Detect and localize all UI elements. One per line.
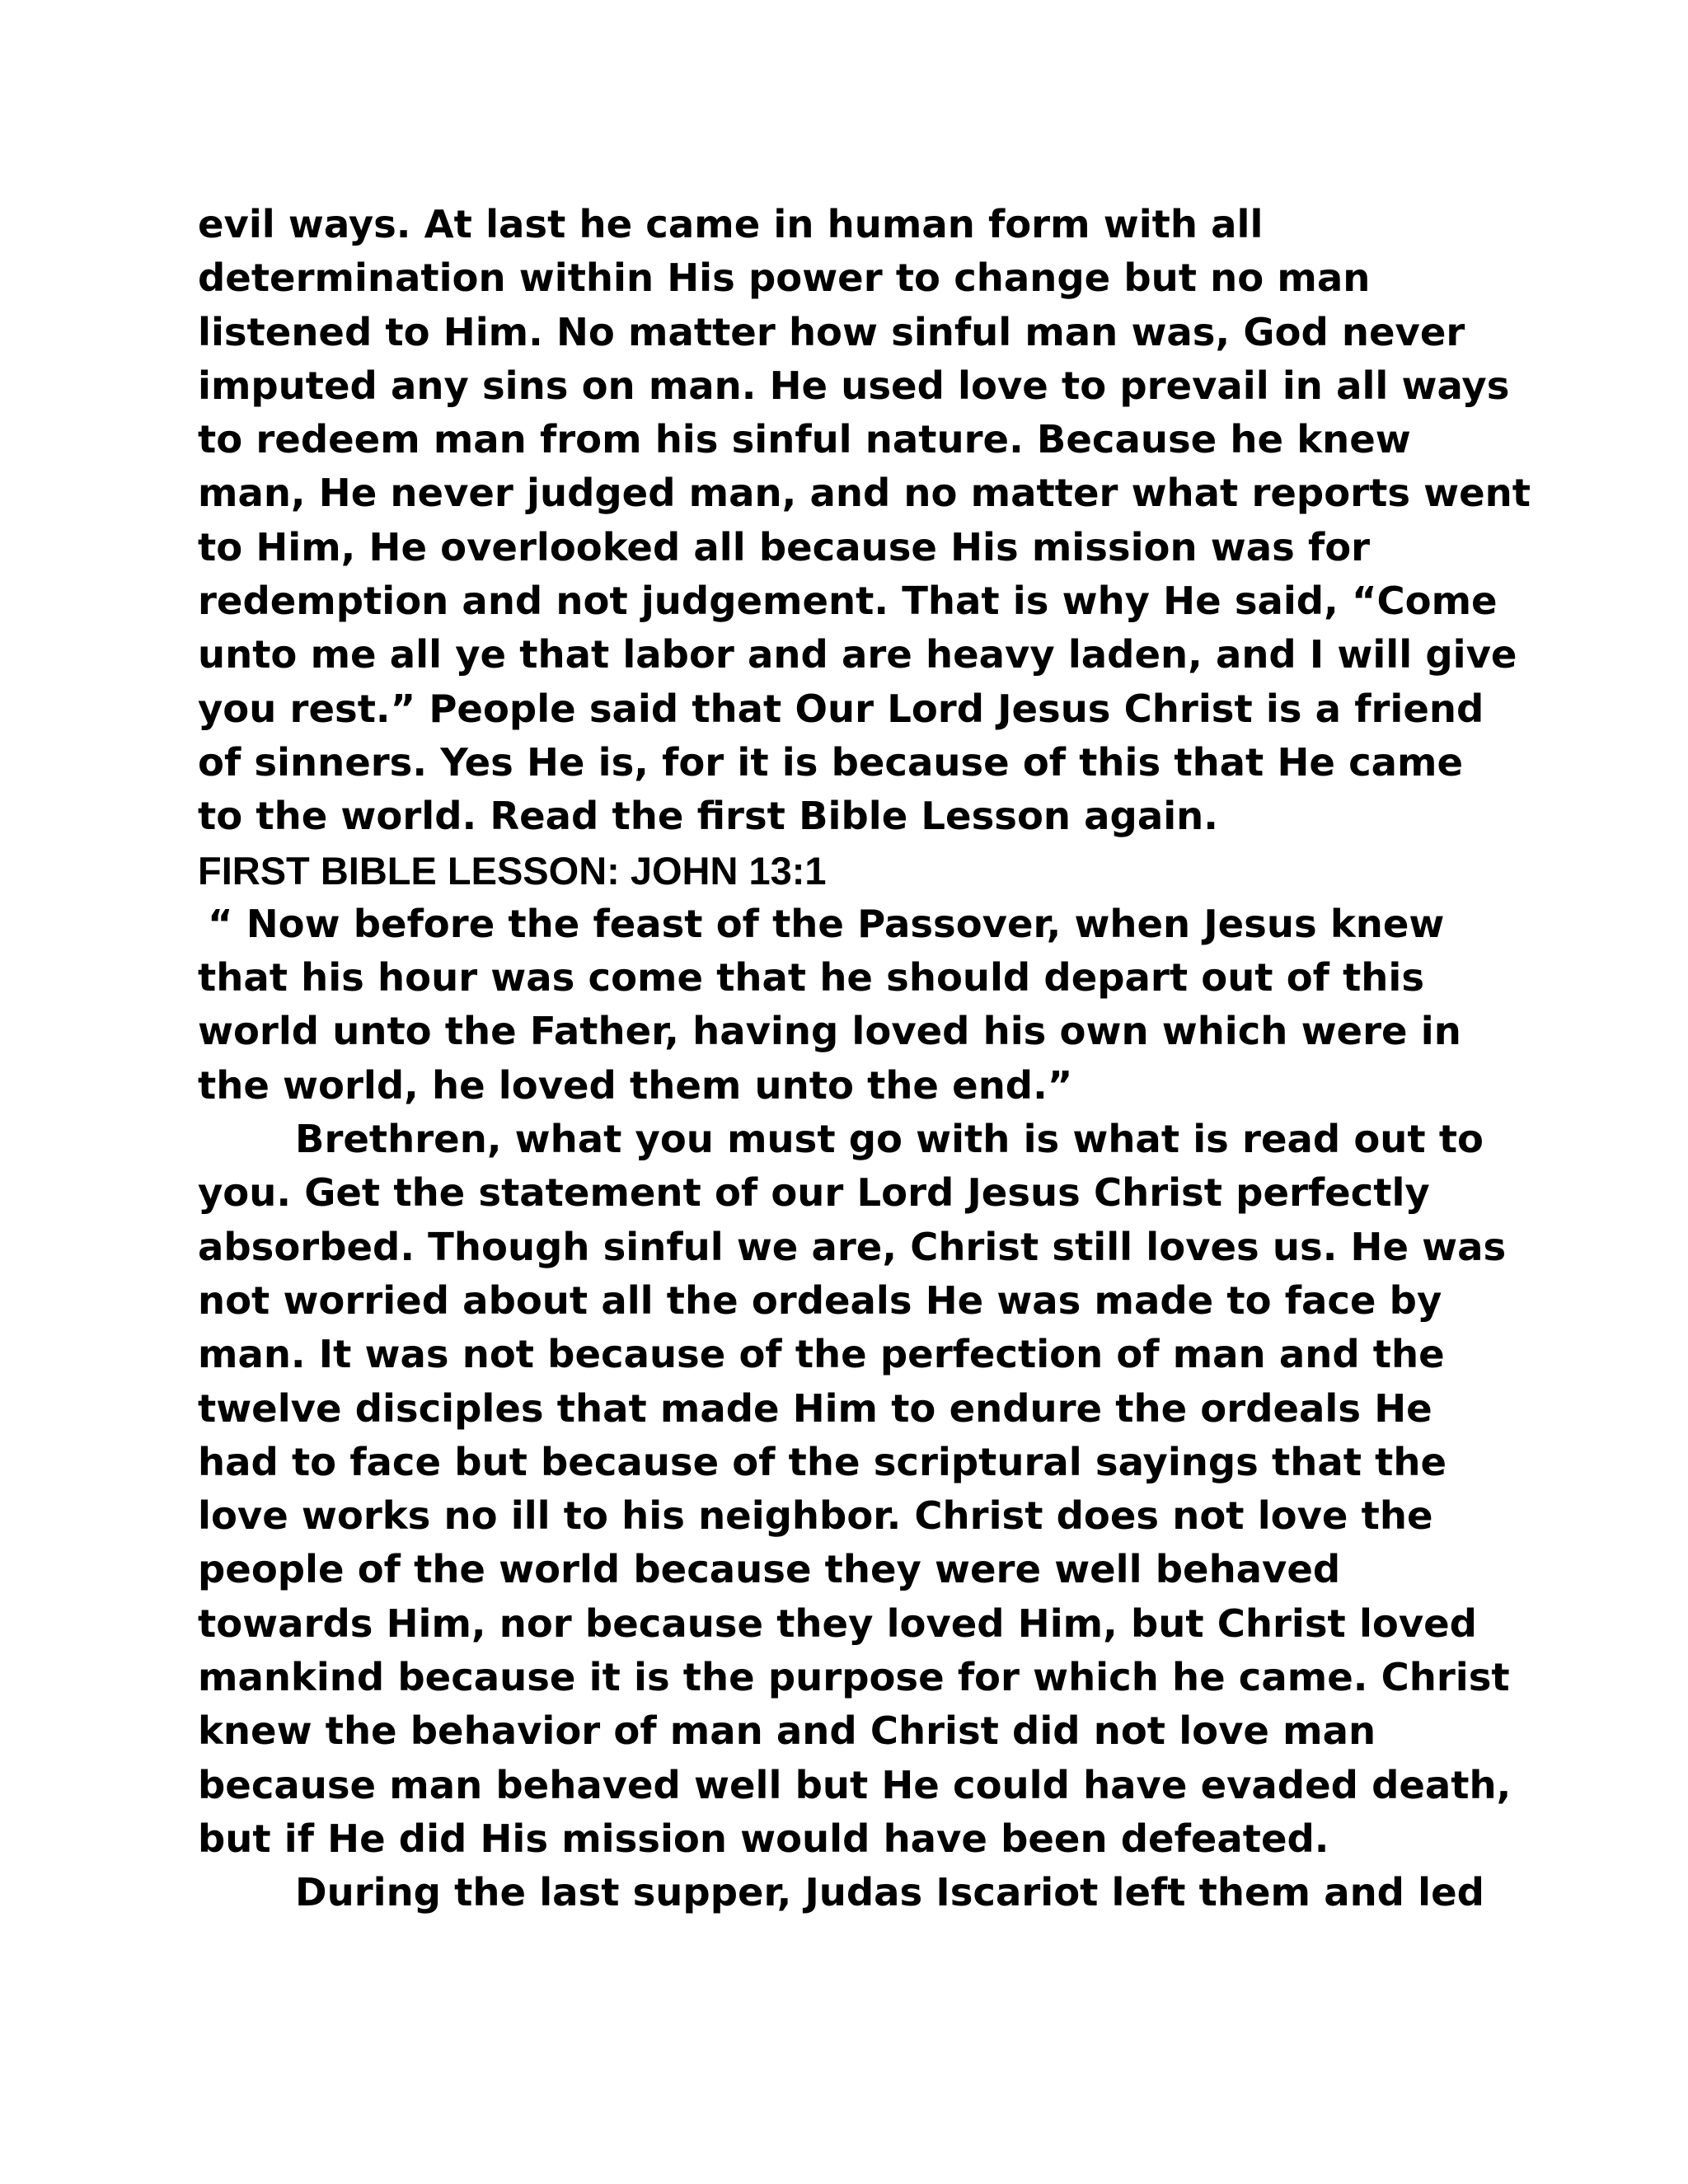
text-line: you rest.” People said that Our Lord Jesus Christ is a friend xyxy=(198,686,1484,731)
text-line: man. It was not because of the perfection of man and the xyxy=(198,1332,1445,1377)
text-line: man, He never judged man, and no matter what reports went xyxy=(198,471,1531,516)
text-line: not worried about all the ordeals He was made to face by xyxy=(198,1277,1442,1323)
text-line: towards Him, nor because they loved Him, but Christ loved xyxy=(198,1601,1477,1646)
bible-lesson-heading: FIRST BIBLE LESSON: JOHN 13:1 xyxy=(198,848,827,893)
text-line: people of the world because they were well behaved xyxy=(198,1547,1341,1592)
text-line: listened to Him. No matter how sinful man was, God never xyxy=(198,309,1465,354)
text-line: had to face but because of the scriptural sayings that the xyxy=(198,1439,1447,1484)
text-line: because man behaved well but He could have evaded death, xyxy=(198,1762,1512,1807)
scripture-quote-line: the world, he loved them unto the end.” xyxy=(198,1062,1073,1108)
scripture-quote-line: world unto the Father, having loved his own which were in xyxy=(198,1009,1461,1054)
scripture-quote-line: “ Now before the feast of the Passover, when Jesus knew xyxy=(208,901,1445,946)
text-line: knew the behavior of man and Christ did not love man xyxy=(198,1708,1376,1754)
text-line: but if He did His mission would have been defeated. xyxy=(198,1816,1329,1861)
scripture-quote-line: that his hour was come that he should depart out of this xyxy=(198,955,1425,1001)
text-line: determination within His power to change but no man xyxy=(198,255,1371,301)
text-line: to Him, He overlooked all because His mission was for xyxy=(198,524,1371,569)
text-line: mankind because it is the purpose for which he came. Christ xyxy=(198,1655,1510,1700)
document-page xyxy=(198,198,1531,1920)
text-line: redemption and not judgement. That is why He said, “Come xyxy=(198,579,1498,624)
text-line: twelve disciples that made Him to endure the ordeals He xyxy=(198,1385,1432,1431)
text-line: evil ways. At last he came in human form with all xyxy=(198,202,1264,246)
text-line: to the world. Read the first Bible Lesson again. xyxy=(198,794,1218,839)
text-line: imputed any sins on man. He used love to prevail in all ways xyxy=(198,363,1510,408)
text-line: unto me all ye that labor and are heavy laden, and I will give xyxy=(198,632,1517,677)
text-line: love works no ill to his neighbor. Christ does not love the xyxy=(198,1493,1433,1539)
text-line: absorbed. Though sinful we are, Christ still loves us. He was xyxy=(198,1224,1507,1269)
paragraph-first-line: Brethren, what you must go with is what is read out to xyxy=(295,1117,1484,1162)
text-line: to redeem man from his sinful nature. Because he knew xyxy=(198,417,1411,462)
text-line: you. Get the statement of our Lord Jesus Christ perfectly xyxy=(198,1170,1430,1216)
text-line: of sinners. Yes He is, for it is because of this that He came xyxy=(198,739,1464,785)
paragraph-first-line: During the last supper, Judas Iscariot left them and led xyxy=(295,1870,1484,1915)
